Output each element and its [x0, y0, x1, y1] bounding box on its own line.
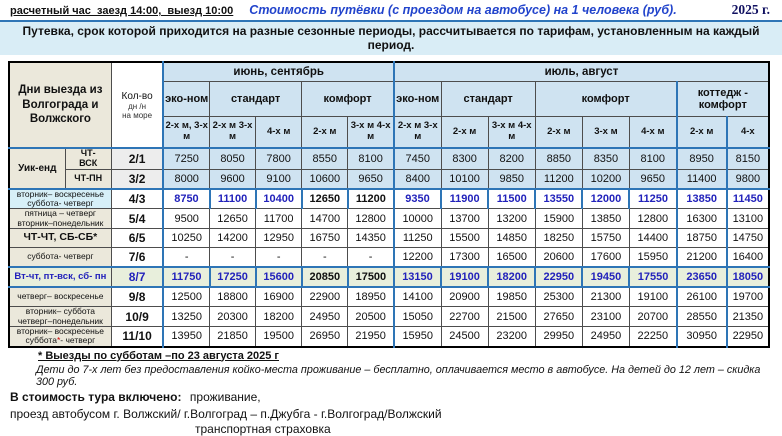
room-type-header: 2-х м [441, 117, 488, 149]
price-table [8, 61, 770, 348]
nights-count-value: 11/10 [111, 326, 163, 346]
price-cell: 28550 [677, 307, 727, 327]
price-cell: 8750 [163, 189, 209, 209]
price-cell: 7800 [256, 148, 302, 169]
price-cell: 13150 [394, 267, 441, 287]
room-type-header: 2-х м [302, 117, 348, 149]
price-cell: 9600 [210, 169, 256, 189]
price-cell: 17550 [629, 267, 676, 287]
price-cell: 14100 [394, 287, 441, 307]
price-cell: 12000 [582, 189, 629, 209]
price-cell: 22700 [441, 307, 488, 327]
weekend-label: Уик-енд [9, 148, 65, 189]
price-cell: 11200 [535, 169, 582, 189]
category-header: комфорт [535, 82, 676, 117]
nights-count-value: 4/3 [111, 189, 163, 209]
included-title: В стоимость тура включено: [10, 389, 182, 404]
price-cell: 22250 [629, 326, 676, 346]
price-cell: 16400 [727, 248, 769, 268]
table-row [9, 248, 769, 268]
departure-days-label: суббота- четверг [9, 248, 111, 268]
price-cell: 22900 [302, 287, 348, 307]
price-cell: 18750 [677, 229, 727, 248]
price-cell: 11250 [394, 229, 441, 248]
section-header-row [9, 62, 769, 82]
price-cell: 11250 [629, 189, 676, 209]
room-type-header: 4-х м [629, 117, 676, 149]
price-cell: 15900 [535, 209, 582, 229]
price-cell: 29950 [535, 326, 582, 346]
nights-count-header [111, 62, 163, 148]
price-cell: 18050 [727, 267, 769, 287]
price-cell: 9650 [629, 169, 676, 189]
price-cell: 12500 [163, 287, 209, 307]
table-row [9, 148, 769, 169]
price-cell: 13100 [727, 209, 769, 229]
season-note-band: Путевка, срок которой приходится на разные сезонные периоды, рассчитывается по тарифам, установленным на каждый период. [0, 20, 782, 55]
nights-count-value: 7/6 [111, 248, 163, 268]
price-cell: 7450 [394, 148, 441, 169]
nights-count-value: 10/9 [111, 307, 163, 327]
price-cell: 10400 [256, 189, 302, 209]
table-row [9, 307, 769, 327]
price-cell: 25300 [535, 287, 582, 307]
price-cell: 11100 [210, 189, 256, 209]
price-cell: 8950 [677, 148, 727, 169]
price-cell: 18800 [210, 287, 256, 307]
price-cell: 20700 [629, 307, 676, 327]
departure-days-label: ЧТ-ПН [65, 169, 111, 189]
price-cell: 9500 [163, 209, 209, 229]
price-cell: 23650 [677, 267, 727, 287]
included-bus-route: проезд автобусом г. Волжский/ г.Волгоград – п.Джубга - г.Волгоград/Волжский [10, 406, 442, 421]
price-cell: 19450 [582, 267, 629, 287]
departure-days-label: вторник– воскресенье суббота- четверг [9, 189, 111, 209]
table-row [9, 189, 769, 209]
price-cell: 24950 [582, 326, 629, 346]
price-cell: 9650 [348, 169, 394, 189]
price-cell: 13850 [677, 189, 727, 209]
price-cell: 19100 [441, 267, 488, 287]
table-row [9, 209, 769, 229]
departure-days-header: Дни выезда из Волгограда и Волжского [9, 62, 111, 148]
price-cell: 26950 [302, 326, 348, 346]
checkin-checkout-note: расчетный час заезд 14:00, выезд 10:00 [10, 5, 234, 17]
room-type-header: 3-х м [582, 117, 629, 149]
price-cell: 18250 [535, 229, 582, 248]
price-cell: 11500 [488, 189, 535, 209]
price-cell: 7250 [163, 148, 209, 169]
departure-days-label: вторник– воскресенье суббота*- четверг [9, 326, 111, 346]
price-cell: 17500 [348, 267, 394, 287]
price-cell: - [163, 248, 209, 268]
price-cell: 12950 [256, 229, 302, 248]
price-cell: 23200 [488, 326, 535, 346]
price-cell: - [210, 248, 256, 268]
price-cell: 24500 [441, 326, 488, 346]
price-cell: 11750 [163, 267, 209, 287]
nights-count-value: 6/5 [111, 229, 163, 248]
price-cell: 14350 [348, 229, 394, 248]
room-type-header: 2-х м 3-х м [394, 117, 441, 149]
top-bar [0, 0, 782, 18]
price-cell: 14850 [488, 229, 535, 248]
price-cell: 16500 [488, 248, 535, 268]
table-row [9, 267, 769, 287]
price-cell: 21300 [582, 287, 629, 307]
children-discount-note: Дети до 7-х лет без предоставления койко-места проживание – бесплатно, оплачивается место в автобусе. На детей до 12 лет – скидка 300 руб. [36, 363, 761, 388]
departure-days-label: четверг– воскресенье [9, 287, 111, 307]
price-cell: 21350 [727, 307, 769, 327]
table-row [9, 169, 769, 189]
price-cell: 8050 [210, 148, 256, 169]
nights-count-sub1: дн /н [128, 101, 147, 111]
room-type-header: 2-х м, 3-х м [163, 117, 209, 149]
price-cell: 8100 [629, 148, 676, 169]
price-cell: 21500 [488, 307, 535, 327]
price-cell: 13950 [163, 326, 209, 346]
footer [0, 348, 782, 436]
price-cell: 21200 [677, 248, 727, 268]
category-header: эко-ном [394, 82, 441, 117]
price-cell: 17250 [210, 267, 256, 287]
room-type-header: 3-х м 4-х м [348, 117, 394, 149]
price-cell: 8350 [582, 148, 629, 169]
price-cell: 15950 [394, 326, 441, 346]
price-cell: 13850 [582, 209, 629, 229]
departure-days-label: пятница – четверг вторник–понедельник [9, 209, 111, 229]
nights-count-value: 2/1 [111, 148, 163, 169]
price-cell: 10600 [302, 169, 348, 189]
price-cell: 10100 [441, 169, 488, 189]
price-cell: 9800 [727, 169, 769, 189]
price-cell: 12200 [394, 248, 441, 268]
price-cell: 17600 [582, 248, 629, 268]
table-row [9, 229, 769, 248]
price-cell: 9350 [394, 189, 441, 209]
price-cell: - [348, 248, 394, 268]
price-cell: 13200 [488, 209, 535, 229]
price-cell: 15500 [441, 229, 488, 248]
price-cell: 13550 [535, 189, 582, 209]
price-cell: 19100 [629, 287, 676, 307]
category-header: эко-ном [163, 82, 209, 117]
included-insurance: транспортная страховка [195, 421, 331, 436]
price-cell: 13250 [163, 307, 209, 327]
price-cell: 11450 [727, 189, 769, 209]
price-cell: 12650 [210, 209, 256, 229]
page-title: Стоимость путёвки (с проездом на автобусе) на 1 человека (руб). [249, 3, 677, 17]
price-cell: 8400 [394, 169, 441, 189]
saturday-departures-footnote: * Выезды по субботам –по 23 августа 2025 г [38, 349, 280, 362]
price-cell: 24950 [302, 307, 348, 327]
departure-days-label: ЧТ- ВСК [65, 148, 111, 169]
price-cell: 18950 [348, 287, 394, 307]
price-cell: 14750 [727, 229, 769, 248]
table-row [9, 326, 769, 346]
price-cell: 18200 [488, 267, 535, 287]
price-cell: 8100 [348, 148, 394, 169]
nights-count-sub2: на море [122, 110, 153, 120]
price-cell: 8150 [727, 148, 769, 169]
price-cell: 8200 [488, 148, 535, 169]
price-cell: 11700 [256, 209, 302, 229]
price-cell: 20600 [535, 248, 582, 268]
price-cell: 27650 [535, 307, 582, 327]
departure-days-label: вторник– суббота четверг–понедельник [9, 307, 111, 327]
nights-count-value: 9/8 [111, 287, 163, 307]
price-cell: 12800 [348, 209, 394, 229]
category-header: комфорт [302, 82, 394, 117]
price-cell: 20500 [348, 307, 394, 327]
price-cell: 12800 [629, 209, 676, 229]
price-cell: 20850 [302, 267, 348, 287]
nights-count-value: 5/4 [111, 209, 163, 229]
price-cell: 11400 [677, 169, 727, 189]
room-type-header: 2-х м [677, 117, 727, 149]
price-cell: 14700 [302, 209, 348, 229]
category-header: стандарт [441, 82, 535, 117]
departure-days-label: ЧТ-ЧТ, СБ-СБ* [9, 229, 111, 248]
price-cell: 10200 [582, 169, 629, 189]
price-cell: 13700 [441, 209, 488, 229]
room-type-header: 2-х м 3-х м [210, 117, 256, 149]
price-cell: 19700 [727, 287, 769, 307]
price-cell: 20900 [441, 287, 488, 307]
price-cell: 22950 [727, 326, 769, 346]
price-cell: 16300 [677, 209, 727, 229]
price-cell: 15050 [394, 307, 441, 327]
price-cell: 11200 [348, 189, 394, 209]
price-cell: 10250 [163, 229, 209, 248]
nights-count-label: Кол-во [121, 90, 153, 102]
price-cell: 17300 [441, 248, 488, 268]
room-type-header: 4-х м [256, 117, 302, 149]
price-cell: - [256, 248, 302, 268]
price-cell: 12650 [302, 189, 348, 209]
price-cell: 14200 [210, 229, 256, 248]
nights-count-value: 8/7 [111, 267, 163, 287]
price-cell: 15750 [582, 229, 629, 248]
price-cell: 21850 [210, 326, 256, 346]
price-cell: - [302, 248, 348, 268]
price-cell: 18200 [256, 307, 302, 327]
room-type-header: 2-х м [535, 117, 582, 149]
departure-days-label: Вт-чт, пт-вск, сб- пн [9, 267, 111, 287]
price-cell: 22950 [535, 267, 582, 287]
category-header: стандарт [210, 82, 302, 117]
table-row [9, 287, 769, 307]
price-cell: 30950 [677, 326, 727, 346]
price-cell: 15600 [256, 267, 302, 287]
price-cell: 16900 [256, 287, 302, 307]
price-cell: 20300 [210, 307, 256, 327]
price-cell: 15950 [629, 248, 676, 268]
price-cell: 21950 [348, 326, 394, 346]
price-cell: 8550 [302, 148, 348, 169]
room-type-header: 3-х м 4-х м [488, 117, 535, 149]
price-cell: 14400 [629, 229, 676, 248]
year-label: 2025 г. [731, 2, 770, 17]
price-cell: 8000 [163, 169, 209, 189]
season-header-june-september: июнь, сентябрь [163, 62, 394, 82]
price-cell: 8850 [535, 148, 582, 169]
price-cell: 8300 [441, 148, 488, 169]
category-header: коттедж - комфорт [677, 82, 769, 117]
price-cell: 10000 [394, 209, 441, 229]
price-cell: 26100 [677, 287, 727, 307]
nights-count-value: 3/2 [111, 169, 163, 189]
price-cell: 19500 [256, 326, 302, 346]
price-cell: 16750 [302, 229, 348, 248]
price-cell: 19850 [488, 287, 535, 307]
price-cell: 11900 [441, 189, 488, 209]
price-cell: 9850 [488, 169, 535, 189]
room-type-header: 4-х [727, 117, 769, 149]
included-accommodation: проживание, [189, 389, 261, 404]
price-cell: 9100 [256, 169, 302, 189]
price-cell: 23100 [582, 307, 629, 327]
season-header-july-august: июль, август [394, 62, 769, 82]
